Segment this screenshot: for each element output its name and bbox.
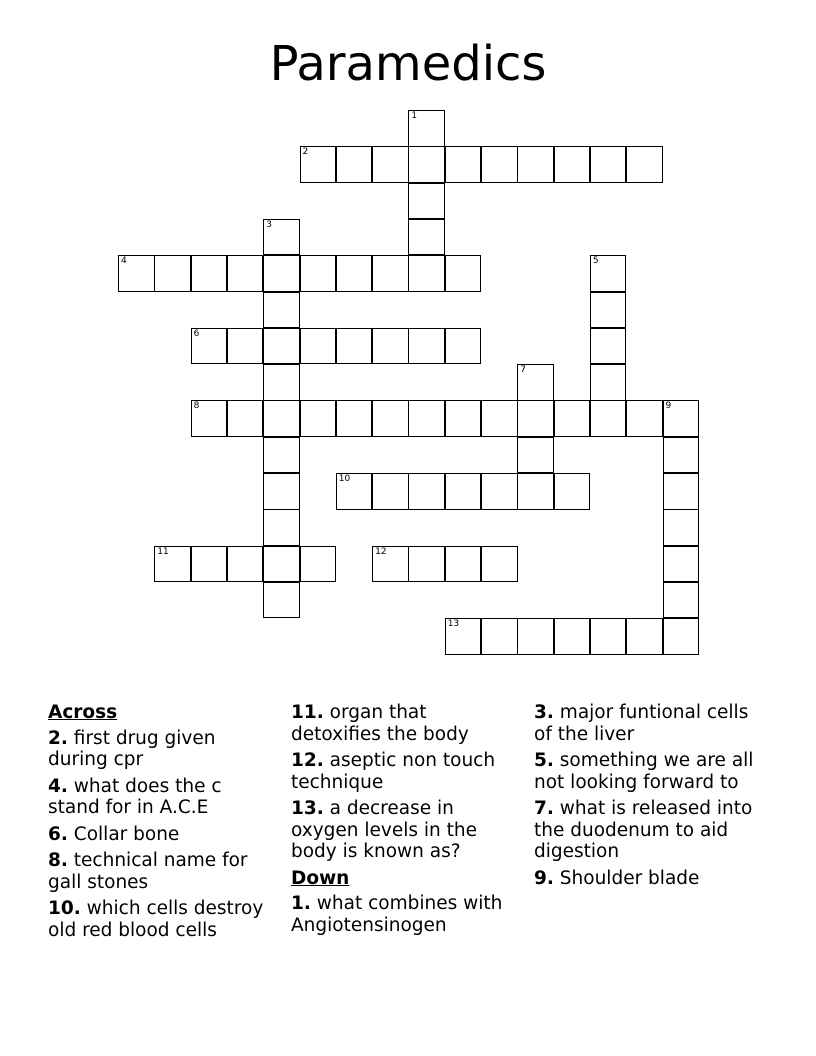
grid-cell[interactable]	[191, 255, 228, 292]
across-clue	[48, 728, 270, 771]
clue-text: a decrease in oxygen levels in the body is known as?	[291, 798, 477, 862]
grid-cell[interactable]	[663, 546, 700, 583]
grid-cell[interactable]	[663, 473, 700, 510]
grid-cell[interactable]	[590, 328, 627, 365]
grid-cell[interactable]	[154, 255, 191, 292]
grid-cell[interactable]	[445, 473, 482, 510]
grid-cell[interactable]	[372, 473, 409, 510]
grid-cell[interactable]	[336, 255, 373, 292]
grid-cell[interactable]	[663, 509, 700, 546]
grid-cell[interactable]	[663, 437, 700, 474]
grid-cell[interactable]	[263, 546, 300, 583]
clue-number: 10.	[48, 898, 81, 919]
grid-cell[interactable]	[663, 618, 700, 655]
grid-cell[interactable]	[263, 437, 300, 474]
grid-cell[interactable]	[300, 255, 337, 292]
grid-cell[interactable]	[408, 328, 445, 365]
grid-cell[interactable]	[408, 110, 445, 147]
grid-cell[interactable]	[227, 328, 264, 365]
grid-cell[interactable]	[300, 146, 337, 183]
clue-number-label: 4	[121, 256, 127, 267]
grid-cell[interactable]	[517, 364, 554, 401]
clues-column-2	[291, 702, 513, 941]
grid-cell[interactable]	[517, 400, 554, 437]
grid-cell[interactable]	[408, 219, 445, 256]
across-clue	[291, 798, 513, 863]
clue-number: 1.	[291, 893, 311, 914]
grid-cell[interactable]	[118, 255, 155, 292]
grid-cell[interactable]	[191, 546, 228, 583]
grid-cell[interactable]	[554, 400, 591, 437]
grid-cell[interactable]	[590, 618, 627, 655]
clue-number-label: 5	[592, 256, 599, 267]
clue-number: 9.	[534, 867, 554, 889]
clue-number-label: 12	[375, 546, 387, 557]
clue-number: 5.	[534, 750, 554, 771]
grid-cell[interactable]	[445, 618, 482, 655]
grid-cell[interactable]	[663, 400, 700, 437]
clue-number-label: 8	[193, 401, 200, 412]
down-clue	[291, 893, 513, 936]
grid-cell[interactable]	[336, 328, 373, 365]
grid-cell[interactable]	[517, 437, 554, 474]
clue-text: something we are all not looking forward to	[534, 750, 754, 793]
grid-cell[interactable]	[481, 618, 518, 655]
grid-cell[interactable]	[300, 400, 337, 437]
grid-cell[interactable]	[408, 255, 445, 292]
grid-cell[interactable]	[372, 546, 409, 583]
clue-text: aseptic non touch technique	[291, 750, 496, 793]
grid-cell[interactable]	[517, 618, 554, 655]
grid-cell[interactable]	[336, 400, 373, 437]
grid-cell[interactable]	[408, 546, 445, 583]
grid-cell[interactable]	[263, 328, 300, 365]
grid-cell[interactable]	[590, 292, 627, 329]
clue-number-label: 10	[338, 474, 351, 484]
grid-cell[interactable]	[263, 509, 300, 546]
grid-cell[interactable]	[590, 255, 627, 292]
grid-cell[interactable]	[263, 292, 300, 329]
grid-cell[interactable]	[481, 400, 518, 437]
clue-number: 8.	[48, 850, 68, 871]
clues-column-1	[48, 702, 270, 946]
clue-number: 6.	[48, 823, 68, 845]
clues-column-3	[534, 702, 756, 894]
down-heading: Down	[291, 867, 350, 889]
grid-cell[interactable]	[481, 146, 518, 183]
grid-cell[interactable]	[554, 146, 591, 183]
clue-number-label: 11	[157, 546, 169, 557]
grid-cell[interactable]	[227, 546, 264, 583]
grid-cell[interactable]	[590, 364, 627, 401]
grid-cell[interactable]	[517, 473, 554, 510]
clue-number: 7.	[534, 798, 554, 819]
grid-cell[interactable]	[372, 328, 409, 365]
grid-cell[interactable]	[590, 400, 627, 437]
clue-number: 2.	[48, 727, 68, 749]
grid-cell[interactable]	[263, 473, 300, 510]
across-clue	[48, 850, 270, 893]
grid-cell[interactable]	[227, 400, 264, 437]
clue-text: what does the c stand for in A.C.E	[48, 775, 222, 818]
grid-cell[interactable]	[372, 400, 409, 437]
grid-cell[interactable]	[300, 546, 337, 583]
grid-cell[interactable]	[408, 400, 445, 437]
down-clue	[534, 750, 756, 793]
grid-cell[interactable]	[445, 400, 482, 437]
grid-cell[interactable]	[445, 255, 482, 292]
grid-cell[interactable]	[408, 183, 445, 220]
clue-text: first drug given during cpr	[48, 727, 216, 770]
grid-cell[interactable]	[372, 146, 409, 183]
clue-number-label: 1	[411, 111, 418, 121]
grid-cell[interactable]	[191, 400, 228, 437]
clue-text: which cells destroy old red blood cells	[48, 898, 264, 941]
clue-number: 3.	[534, 702, 554, 723]
puzzle-title: Paramedics	[269, 36, 547, 92]
grid-cell[interactable]	[372, 255, 409, 292]
clue-number-label: 2	[302, 147, 309, 158]
across-clue	[291, 702, 513, 745]
grid-cell[interactable]	[263, 364, 300, 401]
clue-number-label: 13	[447, 619, 460, 630]
grid-cell[interactable]	[663, 582, 700, 619]
grid-cell[interactable]	[626, 400, 663, 437]
clue-number-label: 6	[193, 328, 200, 339]
down-clue	[534, 868, 756, 890]
clue-text: organ that detoxifies the body	[291, 702, 469, 745]
grid-cell[interactable]	[154, 546, 191, 583]
grid-cell[interactable]	[336, 146, 373, 183]
grid-cell[interactable]	[263, 255, 300, 292]
grid-cell[interactable]	[300, 328, 337, 365]
grid-cell[interactable]	[626, 618, 663, 655]
across-heading: Across	[48, 702, 118, 723]
clue-text: what combines with Angiotensinogen	[291, 893, 503, 936]
clue-number: 13.	[291, 798, 324, 819]
clue-number: 12.	[291, 750, 324, 771]
grid-cell[interactable]	[445, 146, 482, 183]
clue-text: major funtional cells of the liver	[534, 702, 749, 745]
clue-text: Shoulder blade	[559, 867, 700, 889]
across-clue	[48, 824, 270, 846]
grid-cell[interactable]	[408, 146, 445, 183]
clue-text: Collar bone	[73, 823, 180, 845]
grid-cell[interactable]	[227, 255, 264, 292]
clue-number-label: 9	[665, 401, 672, 412]
clue-number: 11.	[291, 702, 324, 723]
grid-cell[interactable]	[408, 473, 445, 510]
clue-text: technical name for gall stones	[48, 850, 248, 893]
grid-cell[interactable]	[191, 328, 228, 365]
across-clue	[48, 776, 270, 819]
grid-cell[interactable]	[626, 146, 663, 183]
grid-cell[interactable]	[481, 473, 518, 510]
grid-cell[interactable]	[263, 219, 300, 256]
grid-cell[interactable]	[263, 400, 300, 437]
grid-cell[interactable]	[481, 546, 518, 583]
down-clue	[534, 702, 756, 745]
grid-cell[interactable]	[554, 618, 591, 655]
clue-number-label: 3	[266, 219, 272, 230]
across-clue	[291, 750, 513, 793]
grid-cell[interactable]	[554, 473, 591, 510]
grid-cell[interactable]	[445, 328, 482, 365]
clue-number: 4.	[48, 775, 68, 797]
grid-cell[interactable]	[445, 546, 482, 583]
grid-cell[interactable]	[263, 582, 300, 619]
clue-text: what is released into the duodenum to aid digestion	[534, 798, 753, 862]
grid-cell[interactable]	[336, 473, 373, 510]
grid-cell[interactable]	[517, 146, 554, 183]
across-clue	[48, 898, 270, 941]
clue-number-label: 7	[520, 365, 527, 376]
down-clue	[534, 798, 756, 863]
grid-cell[interactable]	[590, 146, 627, 183]
